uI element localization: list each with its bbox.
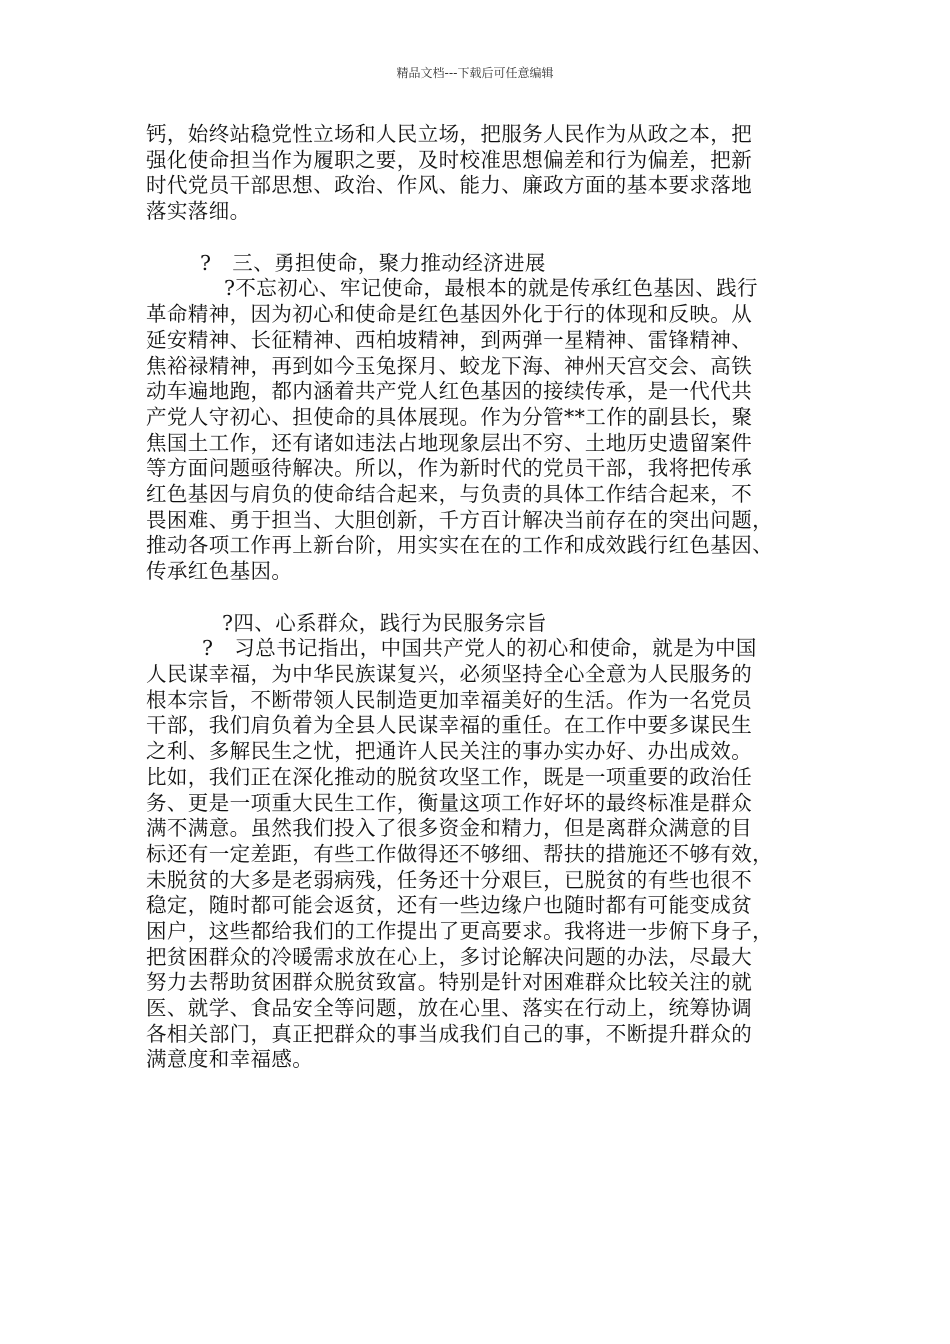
paragraph-line: 比如，我们正在深化推动的脱贫攻坚工作，既是一项重要的政治任 — [146, 764, 753, 789]
paragraph-line: 满意度和幸福感。 — [146, 1047, 314, 1072]
paragraph-line: 焦国土工作，还有诸如违法占地现象层出不穷、土地历史遗留案件 — [146, 430, 753, 455]
paragraph-line: 未脱贫的大多是老弱病残，任务还十分艰巨，已脱贫的有些也很不 — [146, 867, 753, 892]
paragraph-line: ? 习总书记指出，中国共产党人的初心和使命，就是为中国 — [202, 636, 757, 661]
section-four — [146, 611, 826, 1073]
paragraph-line: 强化使命担当作为履职之要，及时校准思想偏差和行为偏差，把新 — [146, 147, 753, 172]
paragraph-line: 医、就学、食品安全等问题，放在心里、落实在行动上，统筹协调 — [146, 996, 753, 1020]
paragraph-line: 努力去帮助贫困群众脱贫致富。特别是针对困难群众比较关注的就 — [146, 970, 753, 995]
paragraph-line: 动车遍地跑，都内涵着共产党人红色基因的接续传承，是一代代共 — [146, 379, 753, 404]
paragraph-line: 传承红色基因。 — [146, 559, 293, 583]
paragraph-line: 钙，始终站稳党性立场和人民立场，把服务人民作为从政之本，把 — [146, 122, 753, 146]
section-three — [146, 251, 826, 585]
paragraph-line: 焦裕禄精神，再到如今玉兔探月、蛟龙下海、神州天宫交会、高铁 — [146, 353, 753, 378]
paragraph-line: 满不满意。虽然我们投入了很多资金和精力，但是离群众满意的目 — [146, 816, 753, 841]
paragraph-line: 红色基因与肩负的使命结合起来，与负责的具体工作结合起来，不 — [146, 481, 753, 506]
paragraph-line: 延安精神、长征精神、西柏坡精神，到两弹一星精神、雷锋精神、 — [146, 327, 753, 352]
paragraph-line: 人民谋幸福，为中华民族谋复兴，必须坚持全心全意为人民服务的 — [146, 662, 753, 687]
paragraph-line: 把贫困群众的冷暖需求放在心上，多讨论解决问题的办法，尽最大 — [146, 944, 753, 969]
section-four-heading: ?四、心系群众，践行为民服务宗旨 — [222, 610, 547, 635]
paragraph-spacer — [146, 225, 826, 251]
paragraph-line: 产党人守初心、担使命的具体展现。作为分管**工作的副县长，聚 — [146, 404, 753, 429]
paragraph-line: 等方面问题亟待解决。所以，作为新时代的党员干部，我将把传承 — [146, 456, 753, 481]
paragraph-line: 务、更是一项重大民生工作，衡量这项工作好坏的最终标准是群众 — [146, 790, 753, 815]
paragraph-line: 畏困难、勇于担当、大胆创新，千方百计解决当前存在的突出问题， — [146, 507, 773, 532]
document-body — [146, 122, 826, 1073]
paragraph-spacer — [146, 585, 826, 611]
paragraph-line: 困户，这些都给我们的工作提出了更高要求。我将进一步俯下身子， — [146, 918, 773, 943]
intro-paragraph — [146, 122, 826, 225]
paragraph-line: 标还有一定差距，有些工作做得还不够细、帮扶的措施还不够有效， — [146, 841, 773, 866]
paragraph-line: 之利、多解民生之忧，把通许人民关注的事办实办好、办出成效。 — [146, 739, 753, 764]
paragraph-line: 干部，我们肩负着为全县人民谋幸福的重任。在工作中要多谋民生 — [146, 713, 753, 738]
paragraph-line: 时代党员干部思想、政治、作风、能力、廉政方面的基本要求落地 — [146, 173, 753, 198]
paragraph-line: 各相关部门，真正把群众的事当成我们自己的事，不断提升群众的 — [146, 1021, 753, 1046]
page-header: 精品文档---下载后可任意编辑 — [396, 66, 554, 80]
paragraph-line: 落实落细。 — [146, 199, 251, 224]
paragraph-line: 推动各项工作再上新台阶，用实实在在的工作和成效践行红色基因、 — [146, 533, 773, 558]
paragraph-line: 根本宗旨，不断带领人民制造更加幸福美好的生活。作为一名党员 — [146, 687, 753, 712]
paragraph-line: 革命精神，因为初心和使命是红色基因外化于行的体现和反映。从 — [146, 302, 753, 327]
section-three-heading: ? 三、勇担使命，聚力推动经济进展 — [200, 250, 546, 275]
paragraph-line: ?不忘初心、牢记使命，最根本的就是传承红色基因、践行 — [224, 276, 758, 301]
paragraph-line: 稳定，随时都可能会返贫，还有一些边缘户也随时都有可能变成贫 — [146, 893, 753, 918]
